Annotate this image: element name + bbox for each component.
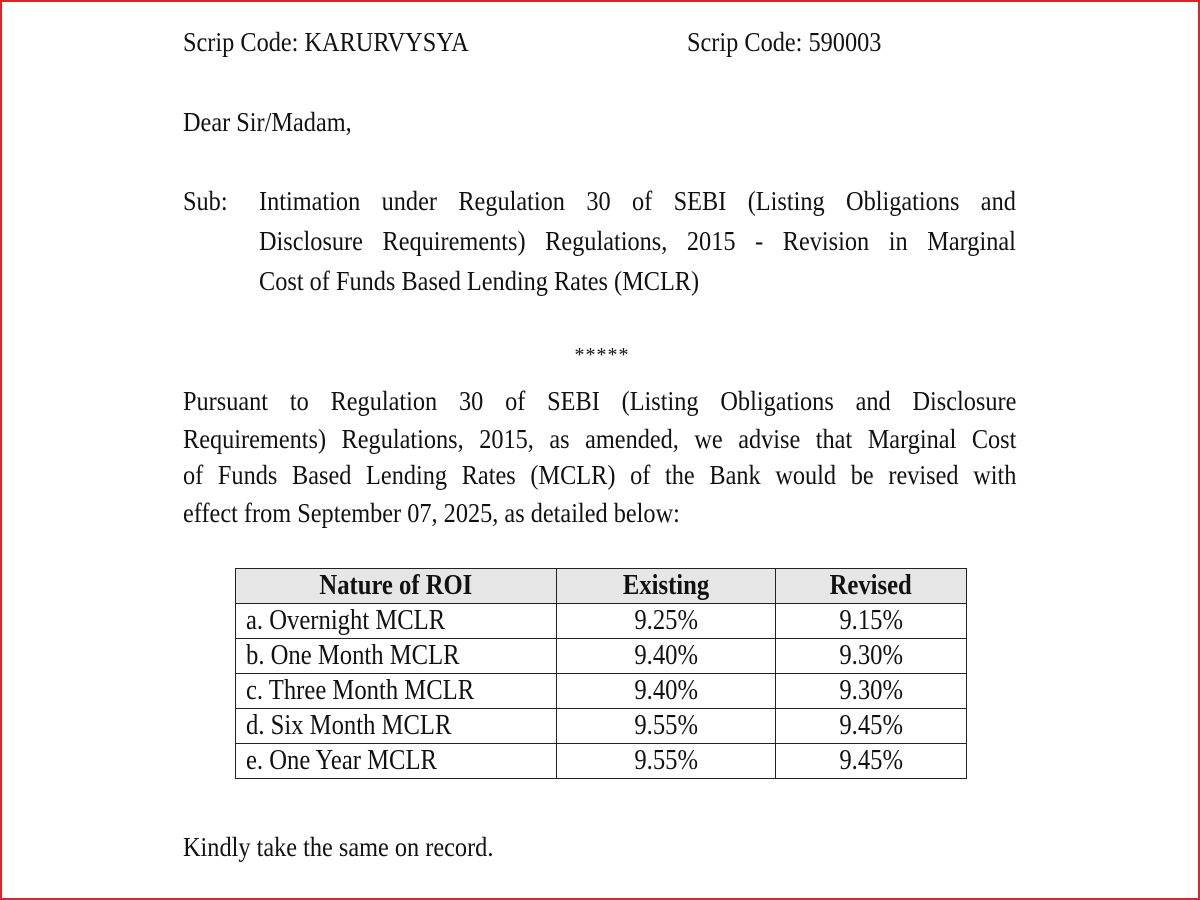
subject-line-1: Intimation under Regulation 30 of SEBI (Listing Obligations and [259,186,1016,216]
header-existing: Existing [557,569,776,604]
subject-line-2: Disclosure Requirements) Regulations, 2015 - Revision in Marginal [259,226,1016,256]
header-nature-of-roi: Nature of ROI [236,569,557,604]
body-line-4: effect from September 07, 2025, as detailed below: [183,498,680,528]
body-line-3: of Funds Based Lending Rates (MCLR) of the Bank would be revised with [183,460,1017,490]
mclr-rates-table [235,568,967,779]
revised-rate: 9.30% [776,639,967,674]
existing-rate: 9.55% [557,744,776,779]
subject-line-3: Cost of Funds Based Lending Rates (MCLR) [259,266,700,296]
nse-scrip-code: Scrip Code: KARURVYSYA [183,27,469,57]
body-line-1: Pursuant to Regulation 30 of SEBI (Listing Obligations and Disclosure [183,386,1017,416]
closing-line: Kindly take the same on record. [183,832,494,862]
header-revised: Revised [776,569,967,604]
existing-rate: 9.55% [557,709,776,744]
table-header-row [236,569,967,604]
table-row [236,744,967,779]
revised-rate: 9.15% [776,604,967,639]
roi-name: b. One Month MCLR [236,639,557,674]
subject-label: Sub: [183,186,228,216]
table-row [236,709,967,744]
table-row [236,604,967,639]
table-row [236,639,967,674]
existing-rate: 9.25% [557,604,776,639]
revised-rate: 9.45% [776,744,967,779]
bse-scrip-code: Scrip Code: 590003 [687,27,882,57]
existing-rate: 9.40% [557,674,776,709]
revised-rate: 9.45% [776,709,967,744]
roi-name: a. Overnight MCLR [236,604,557,639]
existing-rate: 9.40% [557,639,776,674]
revised-rate: 9.30% [776,674,967,709]
table-row [236,674,967,709]
roi-name: c. Three Month MCLR [236,674,557,709]
roi-name: e. One Year MCLR [236,744,557,779]
salutation: Dear Sir/Madam, [183,107,352,137]
separator-stars: ***** [574,344,630,366]
body-line-2: Requirements) Regulations, 2015, as amended, we advise that Marginal Cost [183,424,1017,454]
roi-name: d. Six Month MCLR [236,709,557,744]
